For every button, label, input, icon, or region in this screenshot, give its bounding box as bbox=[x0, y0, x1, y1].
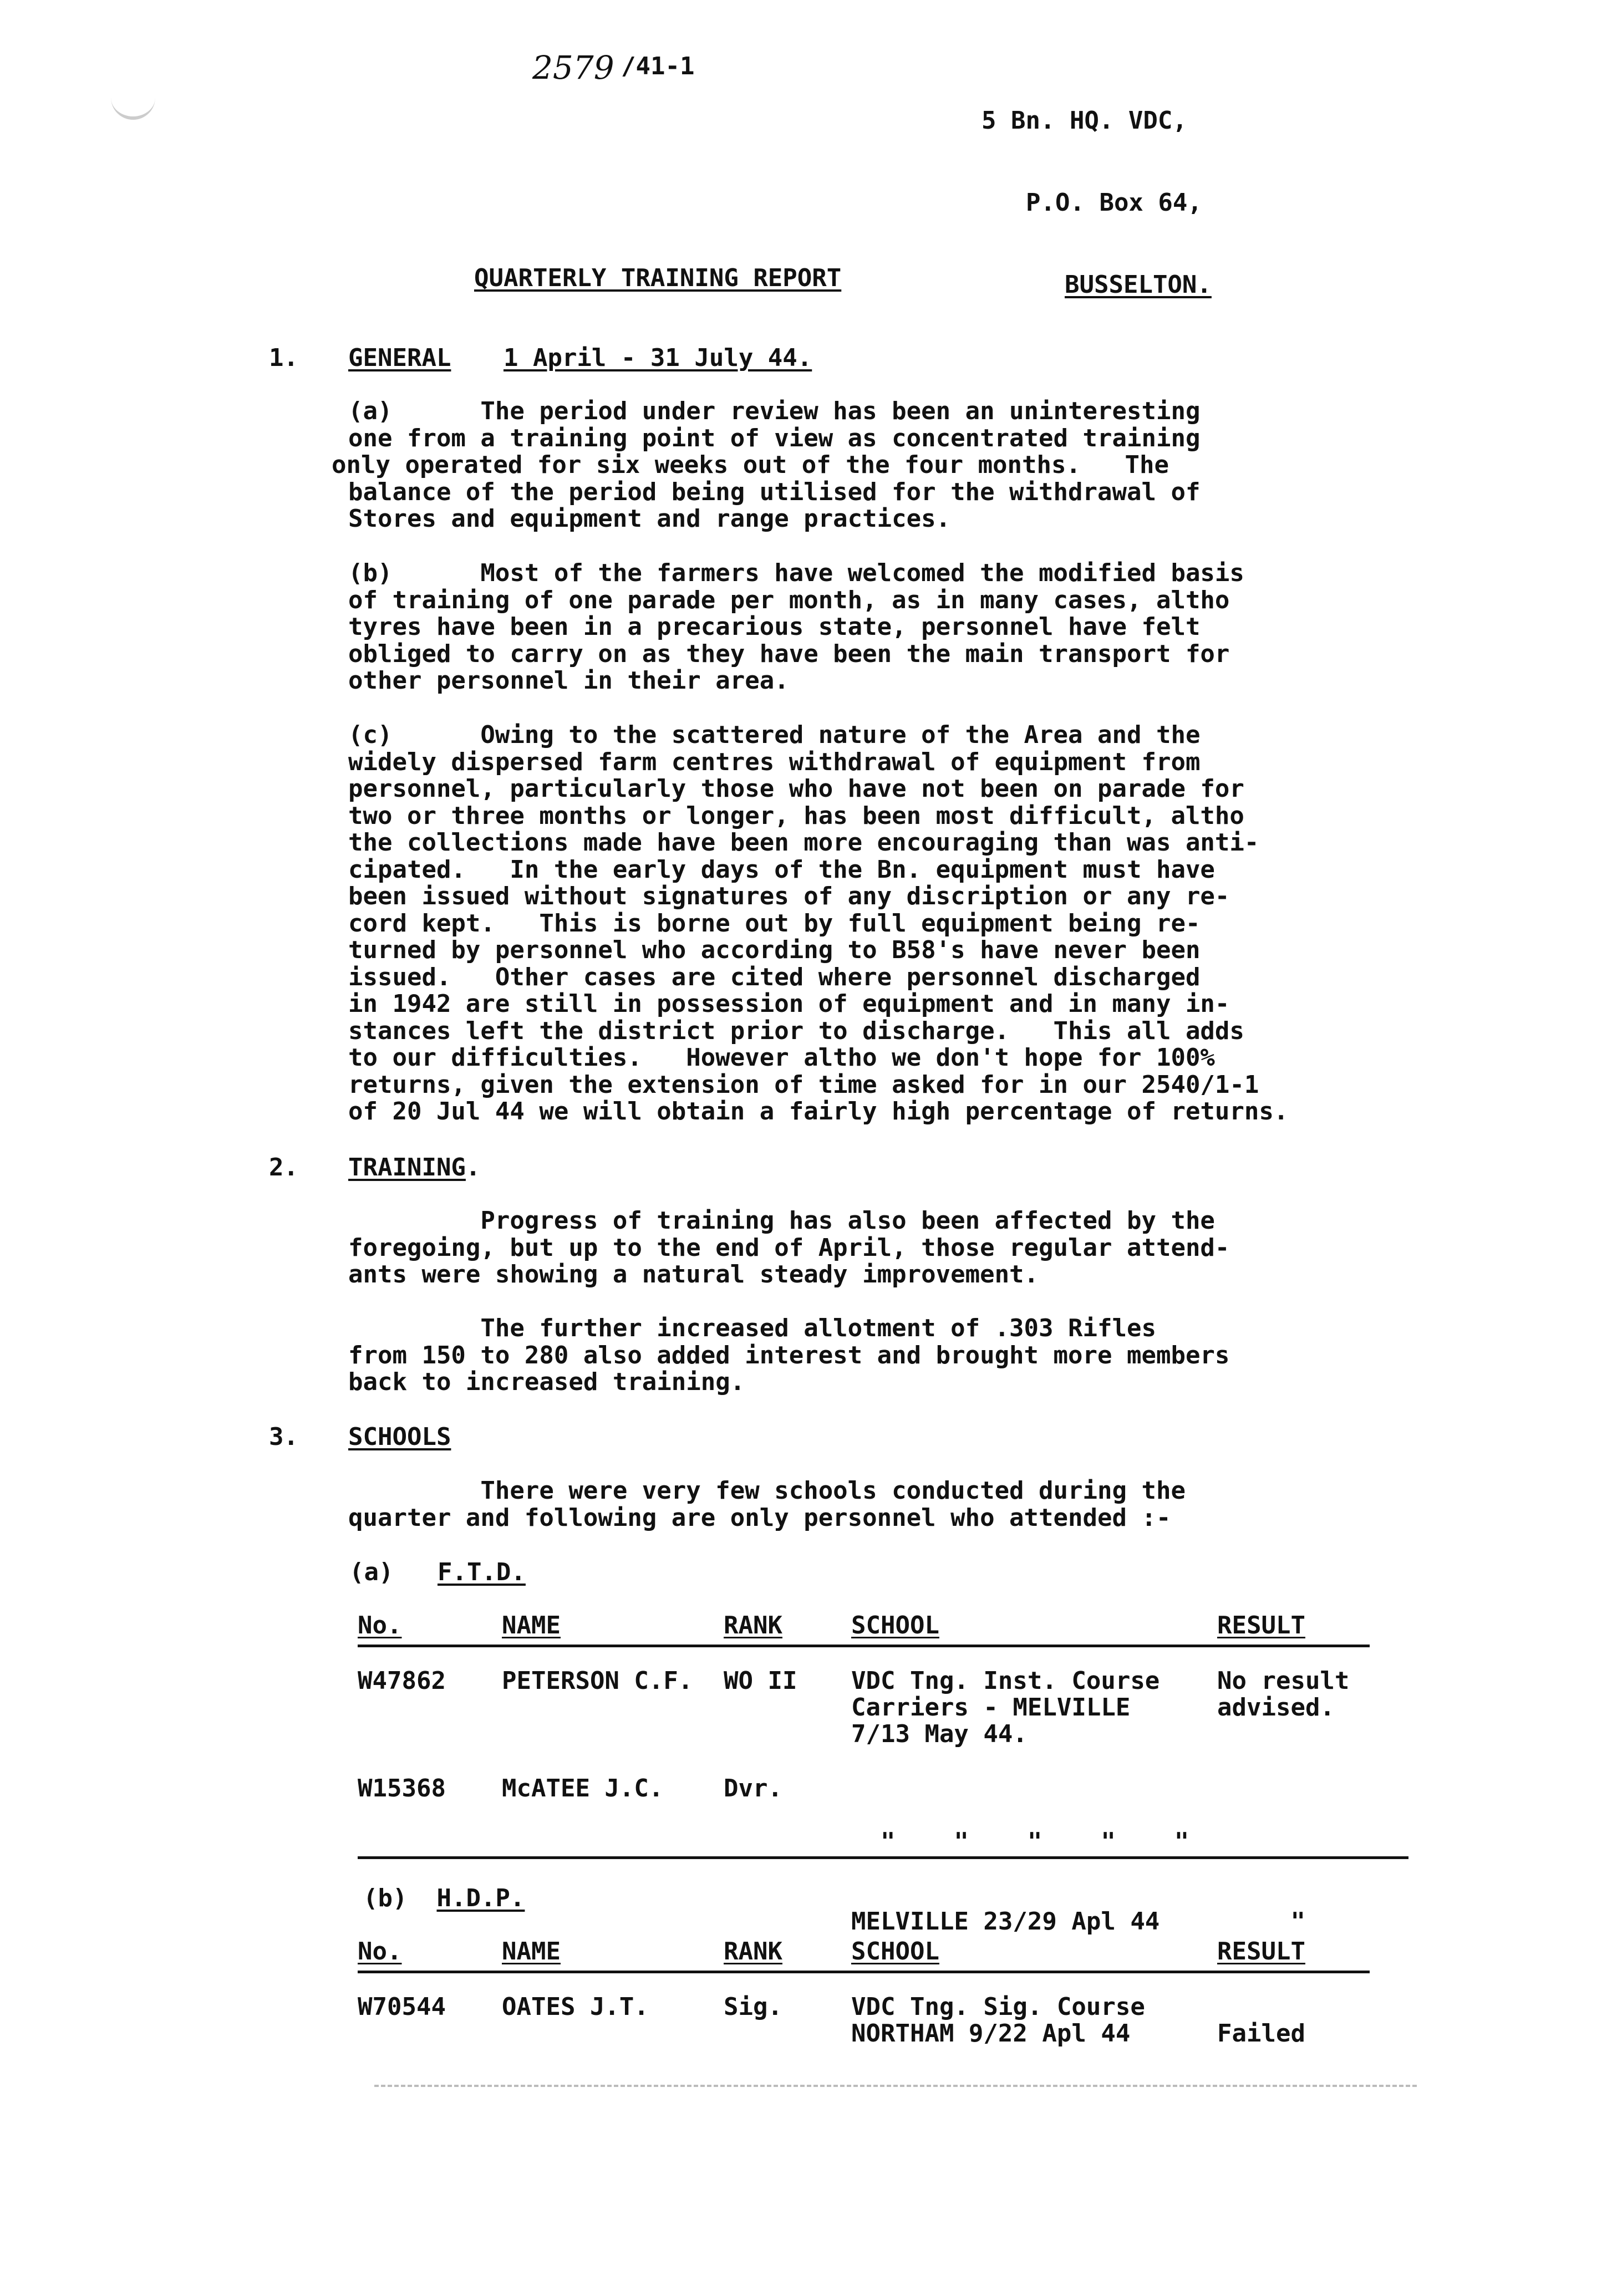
paragraph-general-b bbox=[348, 560, 1402, 695]
result-line bbox=[1217, 1994, 1384, 2020]
paragraph-training-2 bbox=[348, 1315, 1402, 1396]
result-line: Failed bbox=[1217, 2019, 1305, 2048]
table-header-rule bbox=[358, 1971, 1370, 1973]
result-line: No result bbox=[1217, 1667, 1350, 1695]
text-line: returns, given the extension of time asked for in our 2540/1-1 bbox=[348, 1070, 1259, 1099]
column-header: RANK bbox=[724, 1937, 782, 1966]
address-line: P.O. Box 64, bbox=[1026, 189, 1202, 217]
table-row bbox=[358, 1645, 1384, 1748]
text-line: (b) Most of the farmers have welcomed the modified basis bbox=[348, 559, 1244, 587]
member-rank: Dvr. bbox=[724, 1774, 782, 1803]
heading-text: TRAINING bbox=[348, 1153, 466, 1182]
text-line: Stores and equipment and range practices. bbox=[348, 505, 951, 533]
member-rank: WO II bbox=[724, 1667, 797, 1695]
sender-address bbox=[982, 53, 1212, 353]
address-line: BUSSELTON. bbox=[1065, 271, 1212, 299]
paragraph-general-a bbox=[332, 397, 1402, 533]
text-line: tyres have been in a precarious state, personnel have felt bbox=[348, 613, 1201, 641]
text-line: widely dispersed farm centres withdrawal of equipment from bbox=[348, 747, 1201, 776]
school-line: Carriers - MELVILLE bbox=[851, 1693, 1131, 1722]
school-line: VDC Tng. Sig. Course bbox=[851, 1993, 1145, 2021]
file-reference-handwritten: 2579 bbox=[532, 49, 614, 86]
result bbox=[1217, 1971, 1384, 2047]
subsection-name: F.T.D. bbox=[437, 1558, 526, 1586]
school-line: NORTHAM 9/22 Apl 44 bbox=[851, 2019, 1131, 2048]
text-line: stances left the district prior to discharge. This all adds bbox=[348, 1016, 1244, 1045]
schools-table-b bbox=[358, 1938, 1384, 2047]
table-header-rule bbox=[358, 1645, 1370, 1647]
text-line: ants were showing a natural steady improvement. bbox=[348, 1260, 1039, 1289]
text-line: quarter and following are only personnel who attended :- bbox=[348, 1503, 1171, 1532]
service-number: W47862 bbox=[358, 1667, 446, 1695]
subsection-label: (b) bbox=[363, 1884, 408, 1912]
school-details bbox=[851, 1971, 1217, 2047]
text-line: (a) The period under review has been an uninteresting bbox=[348, 397, 1201, 425]
service-number: W15368 bbox=[358, 1774, 446, 1803]
text-line: from 150 to 280 also added interest and brought more members bbox=[348, 1341, 1230, 1370]
text-line: been issued without signatures of any discription or any re- bbox=[348, 882, 1230, 910]
member-name: PETERSON C.F. bbox=[502, 1667, 693, 1695]
column-header: SCHOOL bbox=[851, 1611, 939, 1640]
text-line: foregoing, but up to the end of April, those regular attend- bbox=[348, 1233, 1230, 1262]
subsection-a bbox=[349, 1559, 526, 1586]
subsection-name: H.D.P. bbox=[436, 1884, 525, 1912]
section-heading-general: GENERAL bbox=[348, 344, 451, 372]
result bbox=[1217, 1645, 1384, 1748]
report-title bbox=[474, 212, 841, 425]
text-line: There were very few schools conducted during the bbox=[348, 1477, 1186, 1505]
text-line: personnel, particularly those who have not been on parade for bbox=[348, 775, 1244, 803]
column-header: No. bbox=[358, 1611, 402, 1640]
title-line: QUARTERLY TRAINING REPORT bbox=[474, 264, 842, 292]
text-line: cord kept. This is borne out by full equipment being re- bbox=[348, 909, 1201, 938]
text-line: one from a training point of view as concentrated training bbox=[348, 424, 1201, 452]
subsection-b bbox=[363, 1885, 525, 1912]
section-number: 1. bbox=[269, 344, 298, 372]
member-name: OATES J.T. bbox=[502, 1993, 649, 2021]
result-line: " bbox=[1217, 1907, 1305, 1936]
section-number: 2. bbox=[269, 1153, 298, 1182]
section-heading-schools: SCHOOLS bbox=[348, 1423, 451, 1451]
result-line: advised. bbox=[1217, 1693, 1335, 1722]
text-line: other personnel in their area. bbox=[348, 666, 789, 695]
text-line: (c) Owing to the scattered nature of the Area and the bbox=[348, 721, 1201, 749]
subsection-label: (a) bbox=[349, 1558, 394, 1586]
table-divider bbox=[358, 1856, 1408, 1859]
scan-mark bbox=[111, 83, 155, 120]
section-heading-training bbox=[348, 1154, 480, 1181]
column-header: No. bbox=[358, 1937, 402, 1966]
school-line: 7/13 May 44. bbox=[851, 1720, 1028, 1748]
file-reference: /41-1 bbox=[621, 52, 695, 80]
text-line: the collections made have been more encouraging than was anti- bbox=[348, 828, 1259, 857]
column-header: RESULT bbox=[1217, 1611, 1305, 1640]
column-header: NAME bbox=[502, 1937, 561, 1966]
column-header: RESULT bbox=[1217, 1937, 1305, 1966]
paragraph-schools-intro bbox=[348, 1478, 1402, 1531]
column-header: RANK bbox=[724, 1611, 782, 1640]
text-line: of 20 Jul 44 we will obtain a fairly high percentage of returns. bbox=[348, 1097, 1289, 1126]
table-row bbox=[358, 1971, 1384, 2047]
school-line: VDC Tng. Inst. Course bbox=[851, 1667, 1160, 1695]
text-line: Progress of training has also been affected by the bbox=[348, 1206, 1215, 1235]
text-line: issued. Other cases are cited where personnel discharged bbox=[348, 963, 1201, 991]
column-header: SCHOOL bbox=[851, 1937, 939, 1966]
school-line: " " " " " bbox=[851, 1827, 1189, 1856]
text-line: cipated. In the early days of the Bn. equipment must have bbox=[348, 855, 1215, 884]
service-number: W70544 bbox=[358, 1993, 446, 2021]
table-header-row bbox=[358, 1938, 1384, 1971]
member-name: McATEE J.C. bbox=[502, 1774, 664, 1803]
paragraph-training-1 bbox=[348, 1208, 1402, 1289]
text-line: obliged to carry on as they have been the main transport for bbox=[348, 639, 1230, 668]
text-line: to our difficulties. However altho we don't hope for 100% bbox=[348, 1043, 1215, 1072]
text-line: back to increased training. bbox=[348, 1368, 745, 1396]
title-period: 1 April - 31 July 44. bbox=[503, 344, 812, 372]
result-line bbox=[1217, 1829, 1384, 1855]
faint-rule bbox=[374, 2085, 1417, 2087]
text-line: The further increased allotment of .303 Rifles bbox=[348, 1314, 1156, 1342]
table-header-row bbox=[358, 1612, 1384, 1645]
member-rank: Sig. bbox=[724, 1993, 782, 2021]
text-line: only operated for six weeks out of the four months. The bbox=[332, 451, 1169, 479]
text-line: turned by personnel who according to B58's have never been bbox=[348, 936, 1201, 964]
text-line: two or three months or longer, has been most difficult, altho bbox=[348, 801, 1244, 830]
section-number: 3. bbox=[269, 1423, 298, 1451]
schools-table-a bbox=[358, 1612, 1384, 1988]
school-line: MELVILLE 23/29 Apl 44 bbox=[851, 1907, 1160, 1936]
text-line: in 1942 are still in possession of equipment and in many in- bbox=[348, 990, 1230, 1018]
text-line: balance of the period being utilised for the withdrawal of bbox=[348, 477, 1201, 506]
paragraph-general-c bbox=[348, 722, 1402, 1126]
text-line: of training of one parade per month, as in many cases, altho bbox=[348, 586, 1230, 614]
address-line: 5 Bn. HQ. VDC, bbox=[982, 106, 1187, 135]
heading-punctuation: . bbox=[465, 1153, 481, 1182]
school-details bbox=[851, 1645, 1217, 1748]
column-header: NAME bbox=[502, 1611, 561, 1640]
